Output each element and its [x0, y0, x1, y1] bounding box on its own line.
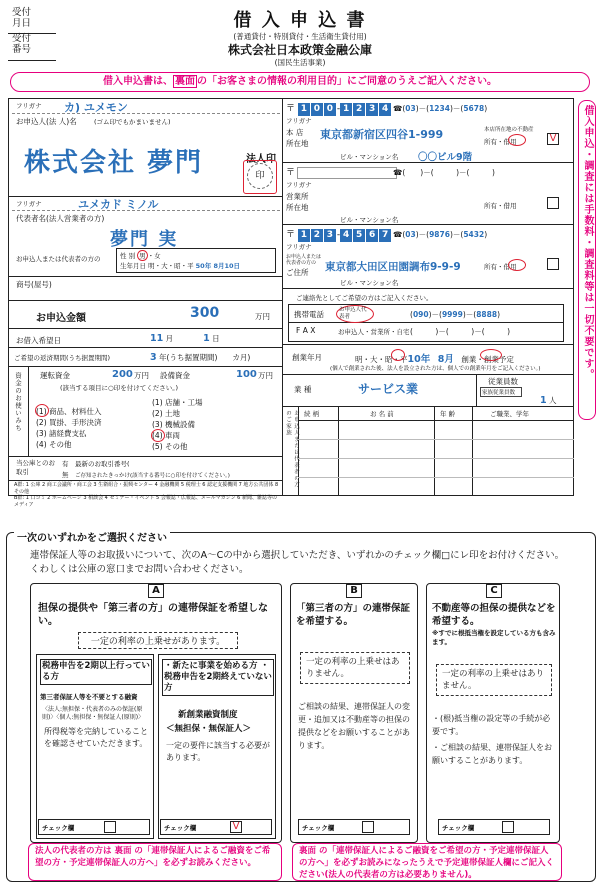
home-own[interactable]: 所有・借用 — [484, 263, 517, 271]
check-label: チェック欄 — [442, 824, 475, 832]
option-a2-sub: 新創業融資制度 — [178, 710, 238, 720]
biz-own-check[interactable] — [547, 197, 559, 209]
trans-no[interactable]: 無 — [62, 471, 69, 479]
desired-day[interactable]: 1 — [203, 333, 210, 344]
mobile-v2[interactable]: 9999 — [441, 310, 463, 319]
postal-digit[interactable]: 1 — [298, 229, 310, 242]
desired-month[interactable]: 11 — [150, 333, 164, 344]
birth-label: 生年月日 — [120, 262, 146, 270]
funds-label: 資金のお使いみち — [14, 372, 22, 432]
industry-value[interactable]: サービス業 — [358, 382, 419, 396]
amount-label: お申込金額 — [36, 313, 86, 324]
home-furigana: フリガナ — [286, 243, 312, 251]
emp-unit: 人 — [549, 396, 557, 405]
recv2-label: 受付 — [12, 33, 32, 44]
item-right[interactable]: (2) 土地 — [152, 409, 181, 418]
org-sub: (国民生活事業) — [274, 58, 326, 67]
hq-address[interactable]: 東京都新宿区四谷1-999 — [320, 128, 444, 141]
eq-value[interactable]: 100 — [236, 369, 257, 380]
founded-status[interactable]: 創業・創業予定 — [461, 355, 514, 364]
option-c-note: ※すでに根抵当権を設定している方も含みます。 — [432, 629, 556, 646]
postal-digit[interactable]: 0 — [324, 103, 336, 116]
founded-label: 創業年月 — [292, 353, 322, 362]
option-a1-list: 〈法人:無担保・代表者のみの保証(原則)〉〈個人:無担保・無保証人(原則)〉 — [42, 706, 145, 721]
birth-era: 明・大・昭・平 — [148, 262, 194, 270]
option-b-rate: 一定の利率の上乗せはありません。 — [300, 652, 410, 684]
source-b: B群: 1 口コミ 2 ホームページ 3 相談会 4 セミナー・イベント 5 会報誌・広報誌、メールマガジン 6 新聞、雑誌等のメディア — [14, 495, 277, 508]
check-label: チェック欄 — [42, 824, 75, 832]
notice-ura[interactable]: 裏面 — [175, 76, 195, 87]
building1[interactable]: 〇〇ビル9階 — [418, 152, 473, 163]
postal-digit[interactable]: 7 — [379, 229, 391, 242]
period-months: カ月) — [232, 353, 251, 362]
company-name[interactable]: 株式会社 夢門 — [24, 148, 204, 178]
emp-label: 従業員数 — [488, 377, 518, 386]
industry-label: 業 種 — [294, 385, 312, 394]
amount-unit: 万円 — [255, 312, 270, 321]
check-a2[interactable] — [230, 821, 242, 833]
birth-value[interactable]: 50年 8月10日 — [195, 262, 241, 270]
trans-yes[interactable]: 有 — [62, 460, 69, 468]
option-b-letter: B — [346, 584, 362, 598]
notice-pre: 借入申込書は、 — [103, 76, 173, 87]
col-age: 年 齢 — [440, 410, 456, 418]
postal-mark: 〒 — [286, 230, 296, 240]
furigana-label: フリガナ — [16, 102, 42, 110]
option-c-letter: C — [486, 584, 502, 598]
home-label: ご住所 — [286, 268, 309, 277]
gender-intro: お申込人または代表者の方の — [16, 255, 101, 263]
source-a: A群: 1 公庫 2 商工会議所・商工会 3 生衛組合・振興センター 4 金融機関 5 税理士 6 認定支援機関 7 地方公共団体 8 その他 — [14, 482, 279, 495]
rep-label: 代表者名(法人営業者の方) — [16, 214, 105, 223]
trans-label: 当公庫とのお取引 — [16, 459, 55, 476]
emp-value[interactable]: 1 — [540, 395, 547, 406]
biz-addr-label: 所在地 — [286, 203, 309, 212]
item-right[interactable]: (3) 機械設備 — [152, 420, 196, 429]
tel1-b[interactable]: 1234 — [429, 104, 450, 113]
postal-digit[interactable]: 2 — [353, 103, 365, 116]
hq-label: 本 店 — [286, 128, 304, 137]
seal-inner: 印 — [255, 171, 265, 181]
option-a1-body: 所得税等を完納していることを確認させていただきます。 — [44, 727, 148, 748]
recv-label: 受付 — [12, 7, 32, 18]
desired-label: お借入希望日 — [16, 336, 61, 345]
tel1-a[interactable]: 03 — [405, 104, 416, 113]
option-a1-title: 税務申告を2期以上行っている方 — [40, 659, 152, 685]
option-c-body2: ・ご相談の結果、連帯保証人をお願いすることがあります。 — [432, 743, 552, 765]
biz-label: 営業所 — [286, 192, 309, 201]
foot-left-note: 法人の代表者の方は 裏面 の「連帯保証人によるご融資をご希望の方・予定連帯保証人の方へ」を必ずお読みください。 — [28, 843, 282, 881]
org-name: 株式会社日本政策金融公庫 — [227, 43, 372, 57]
mobile-circ[interactable]: お申込人代表者 — [336, 305, 374, 323]
option-b-title: 「第三者の方」の連帯保証を希望する。 — [296, 603, 411, 627]
page-subtitle: (普通貸付・特別貸付・生活衛生貸付用) — [233, 32, 367, 41]
building3-label: ビル・マンション名 — [340, 279, 399, 287]
postal-digit[interactable]: 1 — [340, 103, 352, 116]
home-own-check[interactable] — [547, 258, 559, 270]
tel1-c[interactable]: 5678 — [463, 104, 485, 113]
mobile-v3[interactable]: 8888 — [476, 310, 498, 319]
item-right[interactable]: (1) 店舗・工場 — [152, 398, 203, 407]
op-value[interactable]: 200 — [112, 369, 133, 380]
rep-name[interactable]: 夢門 実 — [110, 229, 179, 250]
item-left[interactable]: (2) 買掛、手形決済 — [36, 418, 102, 427]
contact-note: ご連絡先としてご希望の方はご記入ください。 — [296, 294, 433, 302]
trans-no-text: ご存知されたきっかけ(該当する番号に○印を付けてください。) — [75, 473, 230, 479]
month-unit: 月 — [165, 334, 174, 343]
postal-digit[interactable]: 1 — [298, 103, 310, 116]
emp-sub: 家族従業員数 — [480, 387, 522, 397]
trans-yes-text: 最新のお取引番号( — [75, 460, 130, 468]
furigana-value[interactable]: カ) ユメモン — [64, 101, 128, 114]
option-a2-title: ・新たに事業を始める方 ・税務申告を2期終えていない方 — [162, 659, 274, 696]
hq-furigana: フリガナ — [286, 117, 312, 125]
biz-own[interactable]: 所有・借用 — [484, 202, 517, 210]
home-address[interactable]: 東京都大田区田園調布9-9-9 — [325, 261, 461, 273]
founded-year[interactable]: 10年 — [407, 354, 431, 365]
eq-unit: 万円 — [258, 371, 273, 380]
gender-male[interactable]: 男 — [139, 252, 146, 260]
col-job: ご職業、学年 — [490, 410, 529, 418]
option-a-title: 担保の提供や「第三者の方」の連帯保証を希望しない。 — [38, 603, 268, 627]
gender-label: 性 別 — [120, 252, 136, 260]
building-label: ビル・マンション名 — [340, 153, 399, 161]
item-right[interactable]: (5) その他 — [152, 442, 188, 451]
rep-furigana-label: フリガナ — [16, 200, 42, 208]
postal-digit[interactable]: 4 — [379, 103, 391, 116]
founded-note: (個人で創業された後、法人を設立された方は、個人での創業年月をご記入ください。) — [330, 366, 541, 372]
option-a1-sub: 第三者保証人等を不要とする融資 — [40, 693, 138, 701]
own-label: 本店所在地の不動産 — [484, 127, 534, 133]
num-label: 番号 — [12, 44, 32, 55]
day-unit: 日 — [212, 334, 220, 343]
lower-intro: 連帯保証人等のお取扱いについて、次のA～Cの中から選択していただき、いずれかのチェック欄□にレ印をお付けください。くわしくは公庫の窓口までお問い合わせください。 — [30, 550, 565, 575]
period-label: ご希望の返済期間(うち据置期間) — [14, 354, 111, 362]
tel3-a[interactable]: 03 — [405, 230, 416, 239]
gender-female[interactable]: 女 — [154, 252, 161, 260]
mobile-label: 携帯電話 — [294, 310, 324, 319]
item-left[interactable]: (4) その他 — [36, 440, 72, 449]
period-years[interactable]: 3 — [150, 352, 157, 363]
option-c-body1: ・(根)抵当権の設定等の手続が必要です。 — [432, 714, 551, 736]
item-right[interactable]: (4) 車両 — [152, 431, 181, 440]
mobile-v1[interactable]: 090 — [412, 310, 429, 319]
source-list — [14, 482, 279, 508]
check-label: チェック欄 — [302, 824, 335, 832]
postal-digit[interactable]: 2 — [311, 229, 323, 242]
check-a1[interactable] — [104, 821, 116, 833]
building2-label: ビル・マンション名 — [340, 216, 399, 224]
foot-right-note: 裏面 の「連帯保証人によるご融資をご希望の方・予定連帯保証人の方へ」を必ずお読みになったうえで予定連帯保証人欄にご記入ください(法人の代表者の方は必要ありません)。 — [292, 843, 562, 881]
option-c-rate: 一定の利率の上乗せはありません。 — [436, 664, 552, 696]
amount-value[interactable]: 300 — [190, 305, 220, 321]
option-a2-body: 一定の要件に該当する必要があります。 — [166, 741, 270, 762]
op-label: 運転資金 — [40, 371, 70, 380]
check-mark: V — [549, 133, 557, 144]
option-a-letter: A — [148, 584, 164, 598]
rep-furigana-value[interactable]: ユメカド ミノル — [78, 198, 159, 211]
check-b[interactable] — [362, 821, 374, 833]
page-title: 借 入 申 込 書 — [233, 10, 367, 31]
biz-furigana: フリガナ — [286, 181, 312, 189]
notice-post: の「お客さまの情報の利用目的」にご同意のうえご記入ください。 — [197, 76, 497, 87]
founded-month[interactable]: 8月 — [437, 354, 454, 365]
option-a-rate: 一定の利率の上乗せがあります。 — [78, 632, 238, 649]
check-mark: V — [232, 821, 240, 832]
postal-digit[interactable]: 5 — [353, 229, 365, 242]
trade-label: 商号(屋号) — [16, 280, 52, 289]
postal-mark: 〒 — [286, 168, 296, 178]
check-c[interactable] — [502, 821, 514, 833]
period-unit: 年(うち据置期間) — [159, 353, 218, 362]
items-note: (該当する項目に○印を付けてください。) — [60, 384, 178, 392]
tel3-b[interactable]: 9876 — [429, 230, 450, 239]
lower-heading: 一次のいずれかをご選択ください — [14, 529, 170, 544]
founded-era: 明・大・昭・平 — [355, 355, 408, 364]
op-unit: 万円 — [134, 371, 149, 380]
item-left[interactable]: (1) 商品、材料仕入 — [36, 407, 102, 416]
col-rel: 続 柄 — [304, 410, 320, 418]
postal-mark: 〒 — [286, 104, 296, 114]
option-b-body: ご相談の結果、連帯保証人の変更・追加又は不動産等の担保の提供などをお願いすることがあります。 — [298, 702, 410, 750]
postal-digit[interactable]: 4 — [340, 229, 352, 242]
reception-labels — [12, 7, 31, 55]
tel3-c[interactable]: 5432 — [463, 230, 485, 239]
date-label: 月日 — [12, 18, 32, 29]
postal-digit[interactable]: 0 — [311, 103, 323, 116]
hq-own-check[interactable] — [547, 133, 559, 145]
eq-label: 設備資金 — [160, 371, 190, 380]
postal-digit[interactable]: 3 — [324, 229, 336, 242]
col-name: お 名 前 — [370, 410, 394, 418]
check-label: チェック欄 — [164, 824, 197, 832]
family-label: お申込人または代表者の方のご家族 — [285, 410, 299, 488]
own-opts[interactable]: 所有・借用 — [484, 138, 517, 146]
item-left[interactable]: (3) 諸経費支払 — [36, 429, 87, 438]
fax-opts[interactable]: お申込人・営業所・自宅 — [338, 328, 410, 336]
postal-digit[interactable]: 6 — [366, 229, 378, 242]
fax-label: F A X — [296, 326, 316, 335]
side-note: 借入申込・調査には手数料・調査料等は一切不要です。 — [578, 100, 596, 420]
seal-label: 法人印 — [246, 154, 276, 165]
option-a2-sub2: ＜無担保・無保証人＞ — [166, 724, 252, 734]
applicant-hint: (ゴム印でもかまいません) — [94, 118, 171, 126]
hq-addr-label: 所在地 — [286, 139, 309, 148]
postal-digit[interactable]: 3 — [366, 103, 378, 116]
applicant-label: お申込人(法 人)名 — [16, 117, 77, 126]
notice-banner — [10, 72, 590, 92]
home-hint: お申込人または代表者の方の — [286, 254, 322, 266]
items-right-list — [152, 397, 203, 452]
option-c-title: 不動産等の担保の提供などを希望する。 — [432, 603, 556, 627]
